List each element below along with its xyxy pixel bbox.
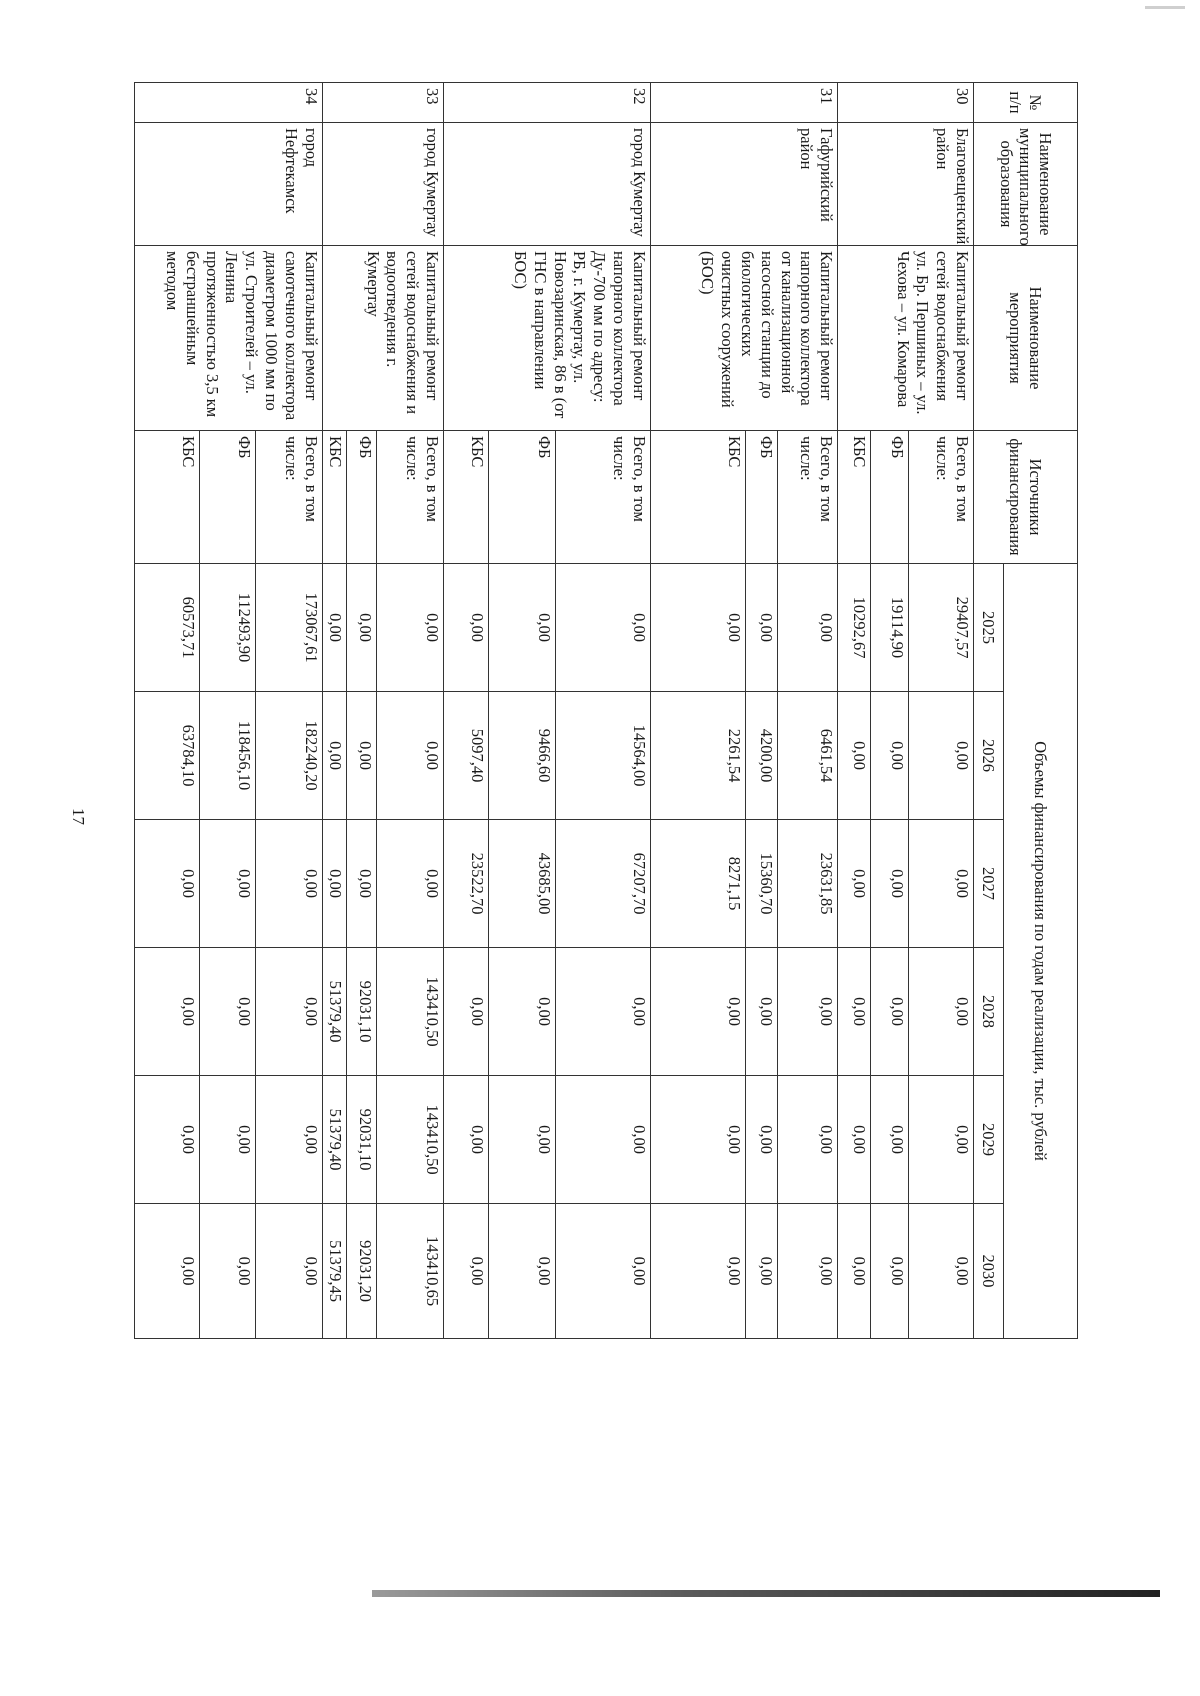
row-source: КБС [444, 431, 489, 564]
value-cell: 0,00 [322, 564, 347, 692]
value-cell: 0,00 [870, 948, 909, 1076]
value-cell: 23522,70 [444, 820, 489, 948]
value-cell: 0,00 [489, 564, 556, 692]
value-cell: 0,00 [745, 1204, 777, 1339]
value-cell: 4200,00 [745, 692, 777, 820]
row-measure: Капитальный ремонт сетей водоснабжения ул. Бр. Першиных – ул. Чехова – ул. Комарова [838, 246, 974, 431]
row-source: КБС [838, 431, 870, 564]
row-measure: Капитальный ремонт напорного коллектора от канализационной насосной станции до биологических очистных сооружений (БОС) [650, 246, 837, 431]
value-cell: 63784,10 [135, 692, 200, 820]
header-year: 2030 [974, 1204, 1004, 1339]
value-cell: 51379,40 [322, 948, 347, 1076]
header-measure: Наименование мероприятия [974, 246, 1078, 431]
row-source: ФБ [347, 431, 377, 564]
value-cell: 0,00 [838, 692, 870, 820]
value-cell: 6461,54 [777, 692, 837, 820]
value-cell: 0,00 [556, 948, 651, 1076]
row-measure: Капитальный ремонт сетей водоснабжения и водоотведения г. Кумертау [322, 246, 443, 431]
table-row [255, 83, 322, 1339]
value-cell: 14564,00 [556, 692, 651, 820]
funding-table [134, 82, 1078, 1339]
value-cell: 143410,50 [377, 948, 444, 1076]
value-cell: 0,00 [255, 1204, 322, 1339]
scan-artifact [1145, 6, 1185, 9]
value-cell: 92031,10 [347, 1076, 377, 1204]
rotated-table-container [134, 82, 1078, 1338]
value-cell: 0,00 [255, 948, 322, 1076]
value-cell: 0,00 [199, 948, 255, 1076]
scan-edge-rule [372, 1590, 1160, 1597]
value-cell: 0,00 [255, 820, 322, 948]
value-cell: 0,00 [650, 564, 745, 692]
value-cell: 0,00 [650, 1076, 745, 1204]
row-source: КБС [650, 431, 745, 564]
row-num: 31 [650, 83, 837, 123]
value-cell: 0,00 [444, 948, 489, 1076]
value-cell: 0,00 [870, 1204, 909, 1339]
value-cell: 0,00 [199, 820, 255, 948]
row-municipality: город Нефтекамск [135, 123, 323, 246]
value-cell: 0,00 [347, 820, 377, 948]
value-cell: 173067,61 [255, 564, 322, 692]
row-source: Всего, в том числе: [777, 431, 837, 564]
value-cell: 9466,60 [489, 692, 556, 820]
row-municipality: город Кумертау [322, 123, 443, 246]
value-cell: 0,00 [444, 564, 489, 692]
value-cell: 0,00 [255, 1076, 322, 1204]
header-year: 2028 [974, 948, 1004, 1076]
value-cell: 118456,10 [199, 692, 255, 820]
row-municipality: Благовещенский район [838, 123, 974, 246]
row-num: 30 [838, 83, 974, 123]
value-cell: 143410,50 [377, 1076, 444, 1204]
header-funding-group: Объемы финансирования по годам реализации, тыс. рублей [1004, 564, 1078, 1339]
value-cell: 0,00 [347, 692, 377, 820]
table-row [777, 83, 837, 1339]
row-municipality: Гафурийский район [650, 123, 837, 246]
value-cell: 112493,90 [199, 564, 255, 692]
value-cell: 0,00 [489, 1204, 556, 1339]
header-row-1 [1004, 83, 1078, 1339]
row-source: ФБ [745, 431, 777, 564]
value-cell: 0,00 [322, 692, 347, 820]
row-num: 34 [135, 83, 323, 123]
value-cell: 51379,40 [322, 1076, 347, 1204]
page-number: 17 [69, 808, 88, 825]
value-cell: 0,00 [322, 820, 347, 948]
value-cell: 0,00 [870, 692, 909, 820]
row-source: Всего, в том числе: [909, 431, 974, 564]
value-cell: 0,00 [556, 564, 651, 692]
value-cell: 0,00 [347, 564, 377, 692]
value-cell: 0,00 [838, 948, 870, 1076]
value-cell: 0,00 [135, 1204, 200, 1339]
value-cell: 0,00 [838, 1076, 870, 1204]
row-measure: Капитальный ремонт напорного коллектора Ду-700 мм по адресу: РБ, г. Кумертау, ул. Новозаринская, 86 в (от ГНС в направлении БОС) [444, 246, 651, 431]
header-num: № п/п [974, 83, 1078, 123]
value-cell: 0,00 [135, 820, 200, 948]
row-source: Всего, в том числе: [255, 431, 322, 564]
value-cell: 19114,90 [870, 564, 909, 692]
value-cell: 0,00 [377, 820, 444, 948]
value-cell: 0,00 [199, 1204, 255, 1339]
row-source: ФБ [489, 431, 556, 564]
value-cell: 0,00 [444, 1204, 489, 1339]
value-cell: 0,00 [909, 820, 974, 948]
row-municipality: город Кумертау [444, 123, 651, 246]
value-cell: 60573,71 [135, 564, 200, 692]
header-year: 2027 [974, 820, 1004, 948]
value-cell: 8271,15 [650, 820, 745, 948]
value-cell: 0,00 [650, 1204, 745, 1339]
header-source: Источники финансирования [974, 431, 1078, 564]
value-cell: 67207,70 [556, 820, 651, 948]
value-cell: 0,00 [838, 1204, 870, 1339]
value-cell: 51379,45 [322, 1204, 347, 1339]
row-num: 32 [444, 83, 651, 123]
header-year: 2026 [974, 692, 1004, 820]
row-source: Всего, в том числе: [556, 431, 651, 564]
value-cell: 2261,54 [650, 692, 745, 820]
value-cell: 0,00 [489, 948, 556, 1076]
value-cell: 0,00 [777, 1204, 837, 1339]
header-year: 2025 [974, 564, 1004, 692]
row-source: КБС [135, 431, 200, 564]
value-cell: 0,00 [838, 820, 870, 948]
row-num: 33 [322, 83, 443, 123]
value-cell: 182240,20 [255, 692, 322, 820]
value-cell: 0,00 [377, 564, 444, 692]
value-cell: 0,00 [650, 948, 745, 1076]
value-cell: 0,00 [909, 692, 974, 820]
header-year: 2029 [974, 1076, 1004, 1204]
value-cell: 0,00 [777, 564, 837, 692]
value-cell: 15360,70 [745, 820, 777, 948]
row-source: ФБ [199, 431, 255, 564]
value-cell: 43685,00 [489, 820, 556, 948]
value-cell: 0,00 [444, 1076, 489, 1204]
value-cell: 0,00 [745, 564, 777, 692]
value-cell: 92031,10 [347, 948, 377, 1076]
value-cell: 0,00 [745, 1076, 777, 1204]
row-source: ФБ [870, 431, 909, 564]
value-cell: 10292,67 [838, 564, 870, 692]
value-cell: 0,00 [777, 948, 837, 1076]
value-cell: 0,00 [870, 820, 909, 948]
row-source: КБС [322, 431, 347, 564]
table-row [556, 83, 651, 1339]
value-cell: 143410,65 [377, 1204, 444, 1339]
table-row [909, 83, 974, 1339]
value-cell: 29407,57 [909, 564, 974, 692]
row-measure: Капитальный ремонт самотечного коллектора диаметром 1000 мм по ул. Строителей – ул. Ленина протяженностью 3,5 км бестраншейным методом [135, 246, 323, 431]
value-cell: 0,00 [909, 1204, 974, 1339]
value-cell: 0,00 [556, 1204, 651, 1339]
value-cell: 0,00 [870, 1076, 909, 1204]
row-source: Всего, в том числе: [377, 431, 444, 564]
table-row [377, 83, 444, 1339]
value-cell: 92031,20 [347, 1204, 377, 1339]
value-cell: 0,00 [135, 1076, 200, 1204]
value-cell: 23631,85 [777, 820, 837, 948]
header-municipality: Наименование муниципального образования [974, 123, 1078, 246]
value-cell: 0,00 [489, 1076, 556, 1204]
value-cell: 0,00 [135, 948, 200, 1076]
value-cell: 0,00 [777, 1076, 837, 1204]
value-cell: 5097,40 [444, 692, 489, 820]
value-cell: 0,00 [199, 1076, 255, 1204]
value-cell: 0,00 [909, 1076, 974, 1204]
value-cell: 0,00 [745, 948, 777, 1076]
value-cell: 0,00 [909, 948, 974, 1076]
value-cell: 0,00 [556, 1076, 651, 1204]
value-cell: 0,00 [377, 692, 444, 820]
